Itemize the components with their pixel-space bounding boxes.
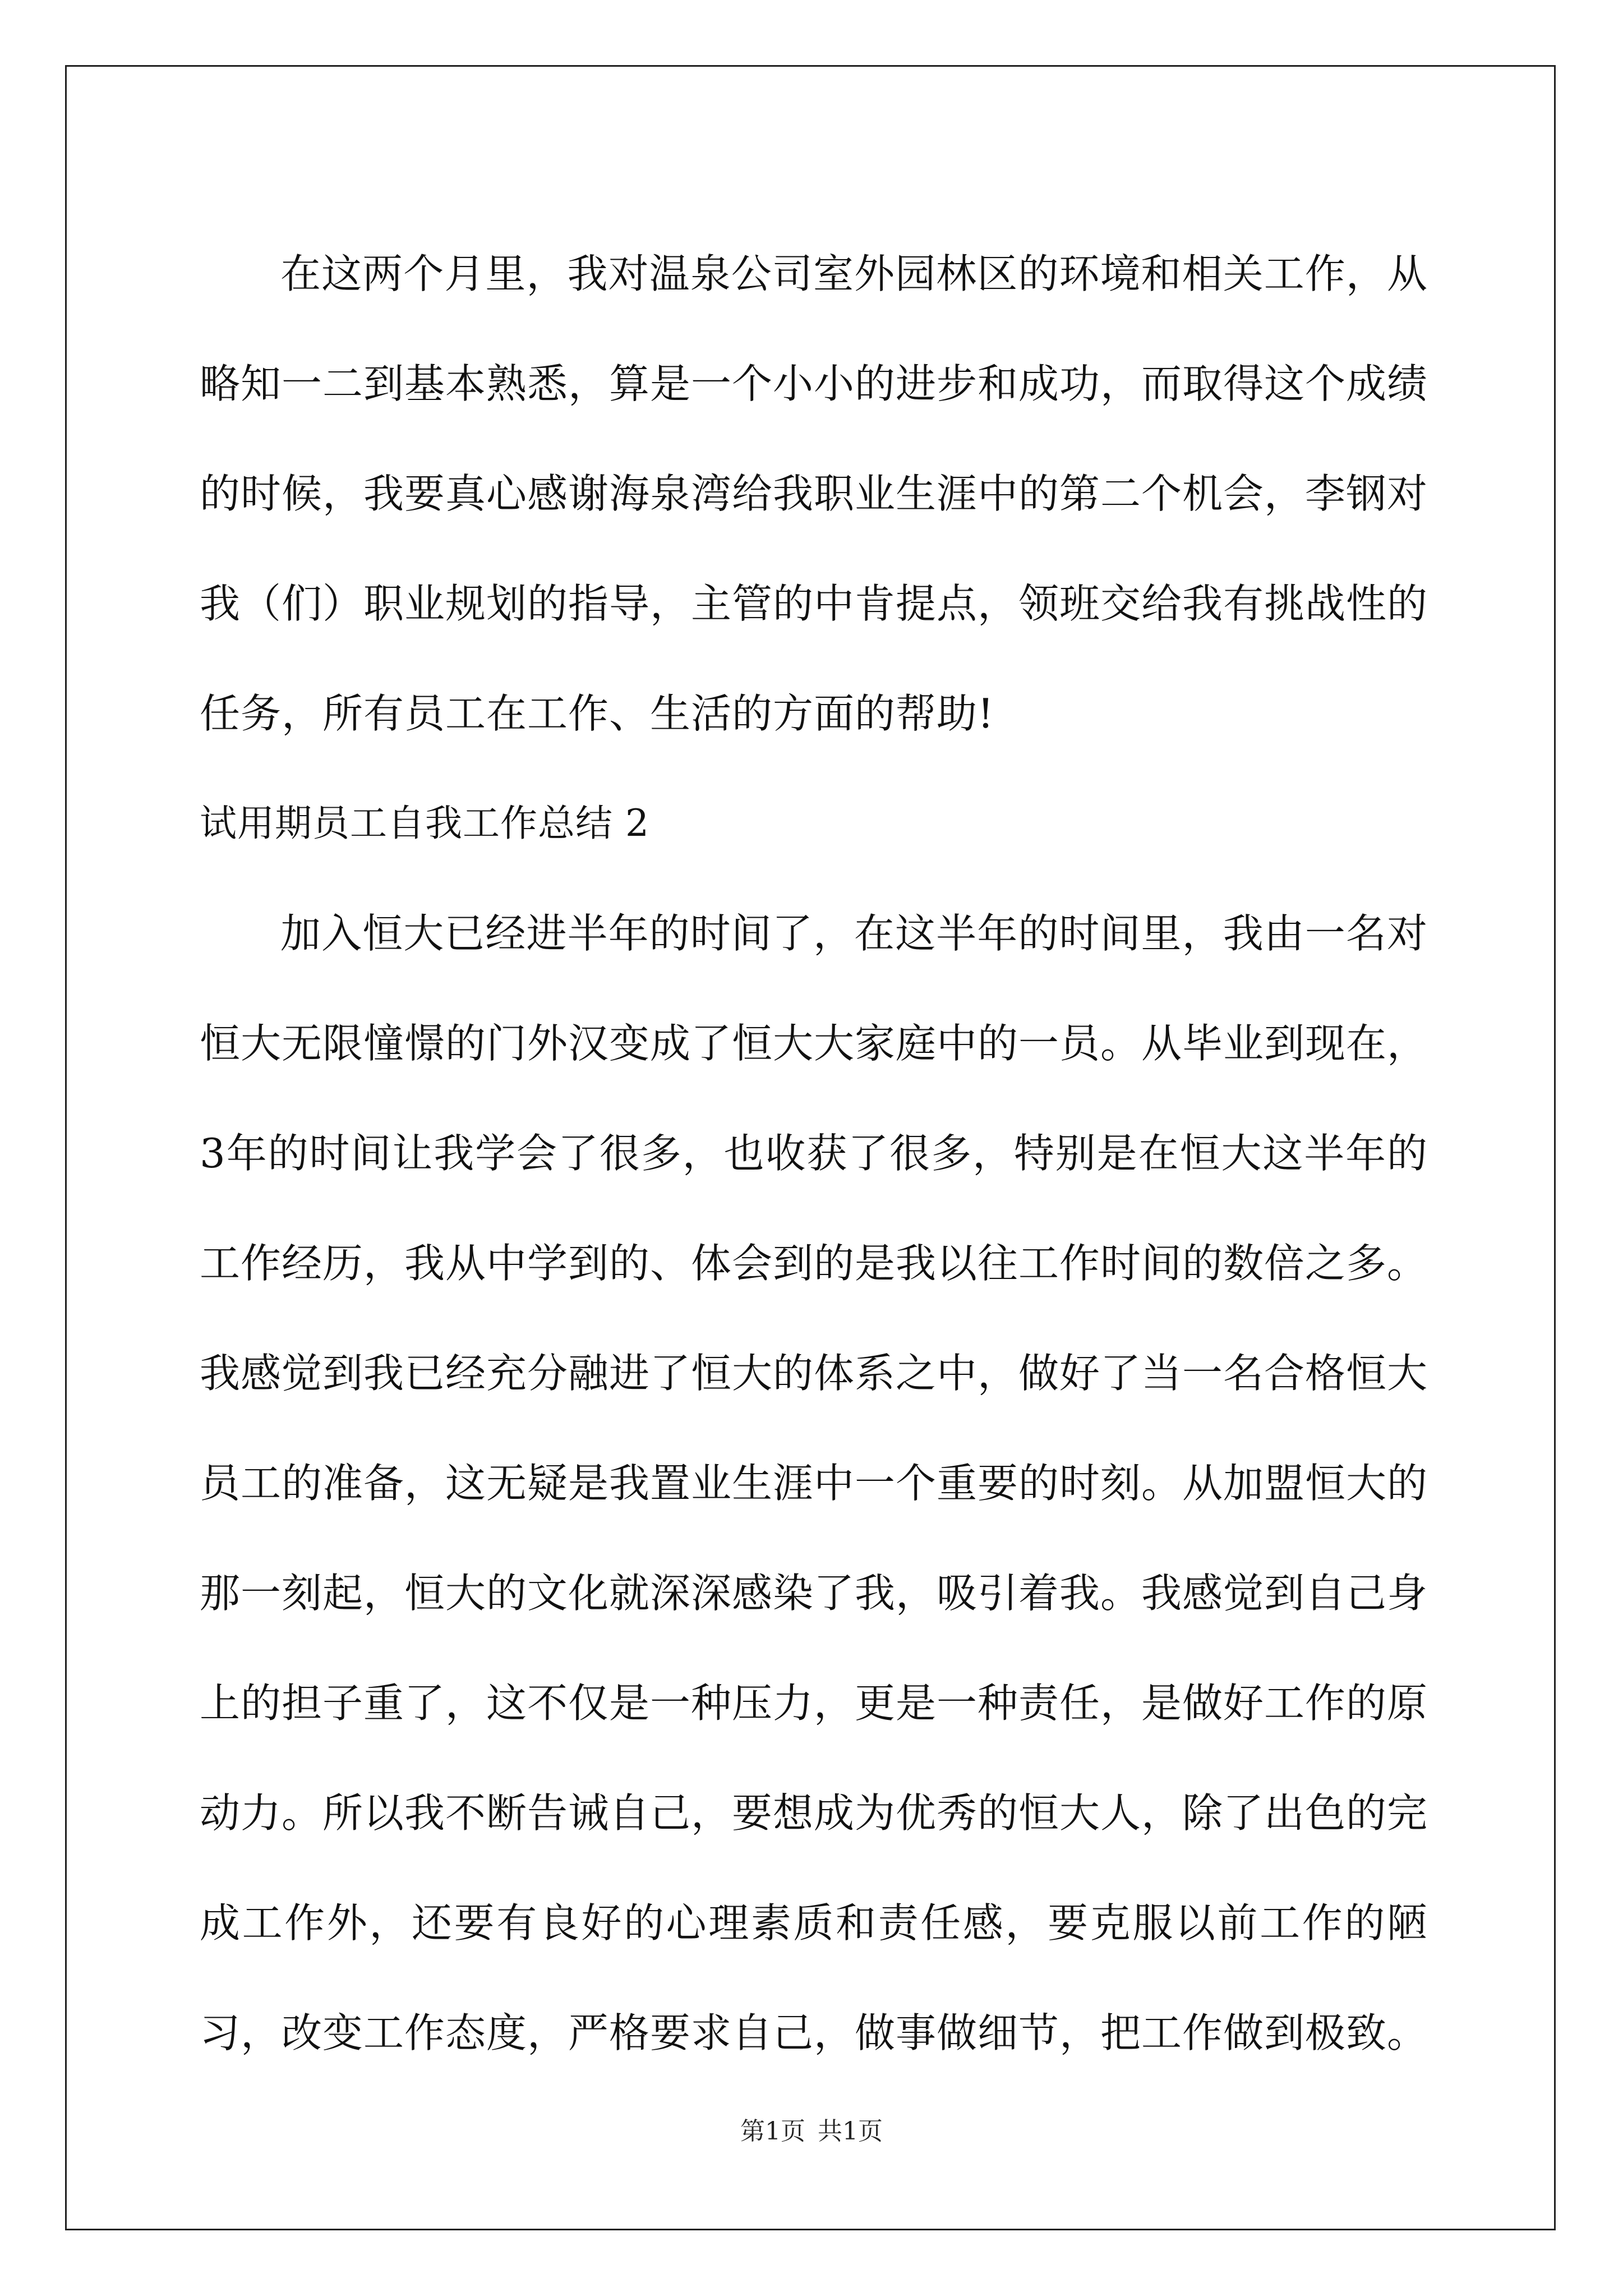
document-body: [200, 219, 1428, 2088]
page-footer: 第1页 共1页: [740, 2117, 883, 2146]
paragraph-2: 加入恒大已经进半年的时间了，在这半年的时间里，我由一名对恒大无限憧憬的门外汉变成了恒大大家庭中的一员。从毕业到现在，3年的时间让我学会了很多，也收获了很多，特别是在恒大这半年的工作经历，我从中学到的、体会到的是我以往工作时间的数倍之多。我感觉到我已经充分融进了恒大的体系之中，做好了当一名合格恒大员工的准备，这无疑是我置业生涯中一个重要的时刻。从加盟恒大的那一刻起，恒大的文化就深深感染了我，吸引着我。我感觉到自己身上的担子重了，这不仅是一种压力，更是一种责任，是做好工作的原动力。所以我不断告诫自己，要想成为优秀的恒大人，除了出色的完成工作外，还要有良好的心理素质和责任感，要克服以前工作的陋习，改变工作态度，严格要求自己，做事做细节，把工作做到极致。: [200, 910, 1428, 2056]
section-heading: 试用期员工自我工作总结 2: [200, 802, 649, 845]
paragraph-1: 在这两个月里，我对温泉公司室外园林区的环境和相关工作，从略知一二到基本熟悉，算是一个小小的进步和成功，而取得这个成绩的时候，我要真心感谢海泉湾给我职业生涯中的第二个机会，李钢对我（们）职业规划的指导，主管的中肯提点，领班交给我有挑战性的任务，所有员工在工作、生活的方面的帮助!: [200, 250, 1428, 737]
